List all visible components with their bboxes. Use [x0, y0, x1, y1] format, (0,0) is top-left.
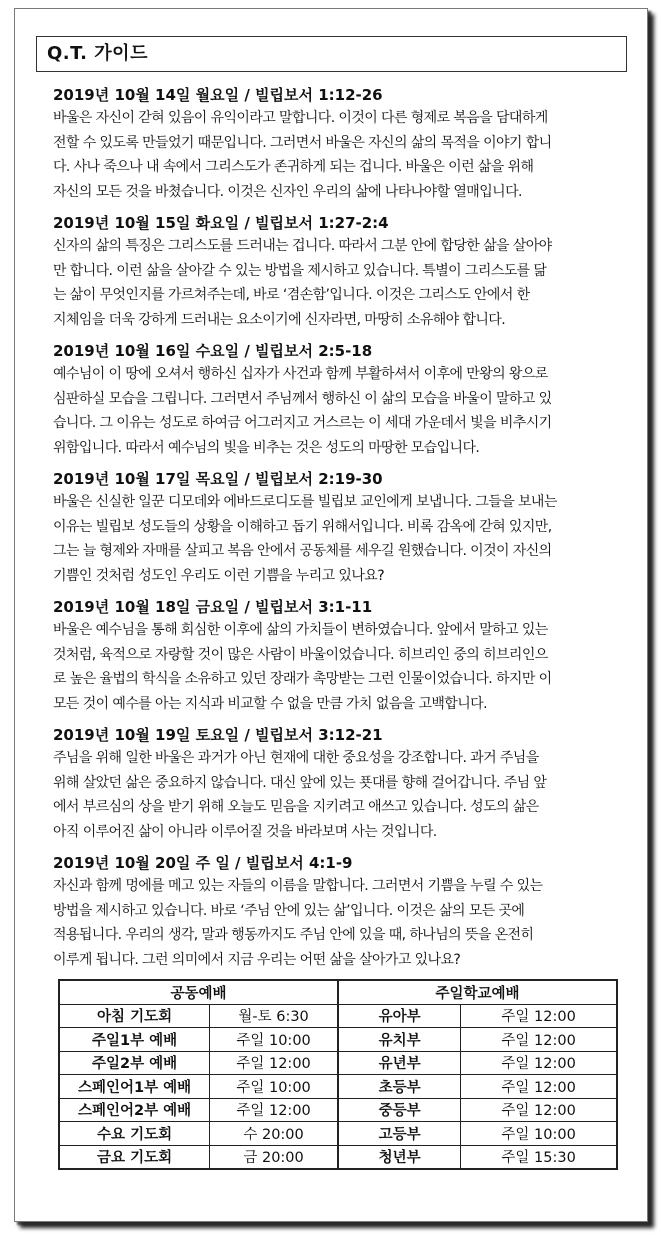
department-name-cell: 유아부 [338, 1004, 461, 1028]
service-name-cell: 주일2부 예배 [59, 1051, 210, 1075]
qt-entry-text-line: 만 합니다. 이런 삶을 살아갈 수 있는 방법을 제시하고 있습니다. 특별이 그리스도를 닮 [53, 262, 547, 279]
department-name-cell: 초등부 [338, 1075, 461, 1099]
qt-entry-heading: 2019년 10월 18일 금요일 / 빌립보서 3:1-11 [53, 598, 373, 616]
qt-entry-text-line: 는 삶이 무엇인지를 가르쳐주는데, 바로 ‘겸손함’입니다. 이것은 그리스도 안에서 한 [53, 287, 530, 303]
schedule-row [59, 1145, 617, 1169]
qt-entry-text-line: 기쁨인 것처럼 성도인 우리도 이런 기쁨을 누리고 있나요? [53, 567, 385, 584]
qt-entry-heading: 2019년 10월 15일 화요일 / 빌립보서 1:27-2:4 [53, 214, 389, 232]
qt-entry-text-line: 예수님이 이 땅에 오셔서 행하신 십자가 사건과 함께 부활하셔서 이후에 만왕의 왕으로 [53, 366, 548, 382]
qt-entry-text-line: 바울은 예수님을 통해 회심한 이후에 삶의 가치들이 변하였습니다. 앞에서 말하고 있는 [53, 622, 548, 638]
qt-entry [53, 212, 635, 332]
qt-entry-text-line: 모든 것이 예수를 아는 지식과 비교할 수 없을 만큼 가치 없음을 고백합니다. [53, 695, 487, 712]
qt-entry-text-line: 그는 늘 형제와 자매를 살피고 복음 안에서 공동체를 세우길 원했습니다. 이것이 자신의 [53, 543, 552, 559]
page-title: Q.T. 가이드 [36, 36, 627, 72]
qt-entry-text-line: 다. 사나 죽으나 내 속에서 그리스도가 존귀하게 되는 겁니다. 바울은 이런 삶을 위해 [53, 159, 534, 175]
schedule-header-right: 주일학교예배 [338, 980, 617, 1004]
qt-entry [53, 84, 635, 204]
qt-entry-text-line: 이유는 빌립보 성도들의 상황을 이해하고 돕기 위해서입니다. 비록 감옥에 갇혀 있지만, [53, 518, 552, 535]
service-time-cell: 주일 12:00 [210, 1051, 338, 1075]
service-time-cell: 수 20:00 [210, 1122, 338, 1146]
service-time-cell: 주일 10:00 [210, 1075, 338, 1099]
worship-schedule-table [58, 979, 618, 1170]
service-time-cell: 주일 10:00 [210, 1028, 338, 1052]
schedule-row [59, 1051, 617, 1075]
qt-entry-text-line: 습니다. 그 이유는 성도로 하여금 어그러지고 거스르는 이 세대 가운데서 빛을 비추시기 [53, 415, 552, 431]
service-name-cell: 수요 기도회 [59, 1122, 210, 1146]
department-name-cell: 중등부 [338, 1098, 461, 1122]
qt-entry-text-line: 위함입니다. 따라서 예수님의 빛을 비추는 것은 성도의 마땅한 모습입니다. [53, 439, 480, 456]
department-time-cell: 주일 15:30 [461, 1145, 617, 1169]
schedule-row [59, 1004, 617, 1028]
qt-entry-text-line: 방법을 제시하고 있습니다. 바로 ‘주님 안에 있는 삶’입니다. 이것은 삶의 모든 곳에 [53, 902, 525, 919]
qt-entry-text-line: 에서 부르심의 상을 받기 위해 오늘도 믿음을 지키려고 애쓰고 있습니다. 성도의 삶은 [53, 799, 539, 815]
department-time-cell: 주일 12:00 [461, 1098, 617, 1122]
schedule-header-left: 공동예배 [59, 980, 338, 1004]
qt-entry [53, 596, 635, 716]
qt-entry-text-line: 것처럼, 육적으로 자랑할 것이 많은 사람이 바울이었습니다. 히브리인 중의 히브리인으 [53, 646, 548, 663]
department-time-cell: 주일 12:00 [461, 1051, 617, 1075]
qt-entry-heading: 2019년 10월 14일 월요일 / 빌립보서 1:12-26 [53, 86, 383, 104]
qt-entry-text-line: 자신의 모든 것을 바쳤습니다. 이것은 신자인 우리의 삶에 나타나야할 열매입니다. [53, 183, 522, 200]
qt-entry-heading: 2019년 10월 19일 토요일 / 빌립보서 3:12-21 [53, 726, 383, 744]
qt-entry-text-line: 바울은 신실한 일꾼 디모데와 에바드로디도를 빌립보 교인에게 보냅니다. 그들을 보내는 [53, 494, 557, 510]
schedule-row [59, 1098, 617, 1122]
qt-entry [53, 852, 635, 972]
qt-entry-text-line: 로 높은 율법의 학식을 소유하고 있던 장래가 촉망받는 그런 인물이었습니다. 하지만 이 [53, 671, 552, 687]
department-time-cell: 주일 12:00 [461, 1075, 617, 1099]
department-name-cell: 유년부 [338, 1051, 461, 1075]
service-name-cell: 금요 기도회 [59, 1145, 210, 1169]
qt-entry [53, 724, 635, 844]
schedule-row [59, 1075, 617, 1099]
qt-entry-text-line: 바울은 자신이 갇혀 있음이 유익이라고 말합니다. 이것이 다른 형제로 복음을 담대하게 [53, 110, 548, 126]
qt-entry-heading: 2019년 10월 20일 주 일 / 빌립보서 4:1-9 [53, 854, 353, 872]
schedule-row [59, 1028, 617, 1052]
qt-entry-text-line: 적용됩니다. 우리의 생각, 말과 행동까지도 주님 안에 있을 때, 하나님의 뜻을 온전히 [53, 927, 534, 943]
qt-entry-text-line: 자신과 함께 멍에를 메고 있는 자들의 이름을 말합니다. 그러면서 기쁨을 누릴 수 있는 [53, 878, 543, 894]
schedule-row [59, 1122, 617, 1146]
schedule-header-row [59, 980, 617, 1004]
department-time-cell: 주일 12:00 [461, 1028, 617, 1052]
department-name-cell: 유치부 [338, 1028, 461, 1052]
qt-entry-text-line: 아직 이루어진 삶이 아니라 이루어질 것을 바라보며 사는 것입니다. [53, 823, 437, 840]
qt-entry-text-line: 전할 수 있도록 만들었기 때문입니다. 그러면서 바울은 자신의 삶의 목적을 이야기 합니 [53, 134, 552, 151]
department-time-cell: 주일 10:00 [461, 1122, 617, 1146]
department-name-cell: 청년부 [338, 1145, 461, 1169]
service-time-cell: 월-토 6:30 [210, 1004, 338, 1028]
qt-entry-text-line: 위해 살았던 삶은 중요하지 않습니다. 대신 앞에 있는 푯대를 향해 걸어갑니다. 주님 앞 [53, 774, 547, 791]
department-name-cell: 고등부 [338, 1122, 461, 1146]
qt-entry-text-line: 지체임을 더욱 강하게 드러내는 요소이기에 신자라면, 마땅히 소유해야 합니다. [53, 311, 506, 328]
qt-entry-heading: 2019년 10월 17일 목요일 / 빌립보서 2:19-30 [53, 470, 383, 488]
qt-entry [53, 468, 635, 588]
service-name-cell: 주일1부 예배 [59, 1028, 210, 1052]
service-time-cell: 주일 12:00 [210, 1098, 338, 1122]
qt-entry-text-line: 주님을 위해 일한 바울은 과거가 아닌 현재에 대한 중요성을 강조합니다. 과거 주님을 [53, 750, 539, 766]
service-name-cell: 스페인어1부 예배 [59, 1075, 210, 1099]
qt-entry [53, 340, 635, 460]
qt-entry-text-line: 심판하실 모습을 그립니다. 그러면서 주님께서 행하신 이 삶의 모습을 바울이 말하고 있 [53, 390, 552, 407]
qt-entry-text-line: 이루게 됩니다. 그런 의미에서 지금 우리는 어떤 삶을 살아가고 있나요? [53, 951, 461, 968]
service-time-cell: 금 20:00 [210, 1145, 338, 1169]
service-name-cell: 스페인어2부 예배 [59, 1098, 210, 1122]
qt-entry-text-line: 신자의 삶의 특징은 그리스도를 드러내는 겁니다. 따라서 그분 안에 합당한 삶을 살아야 [53, 238, 552, 254]
bulletin-page [14, 8, 648, 1222]
service-name-cell: 아침 기도회 [59, 1004, 210, 1028]
department-time-cell: 주일 12:00 [461, 1004, 617, 1028]
qt-entry-heading: 2019년 10월 16일 수요일 / 빌립보서 2:5-18 [53, 342, 373, 360]
